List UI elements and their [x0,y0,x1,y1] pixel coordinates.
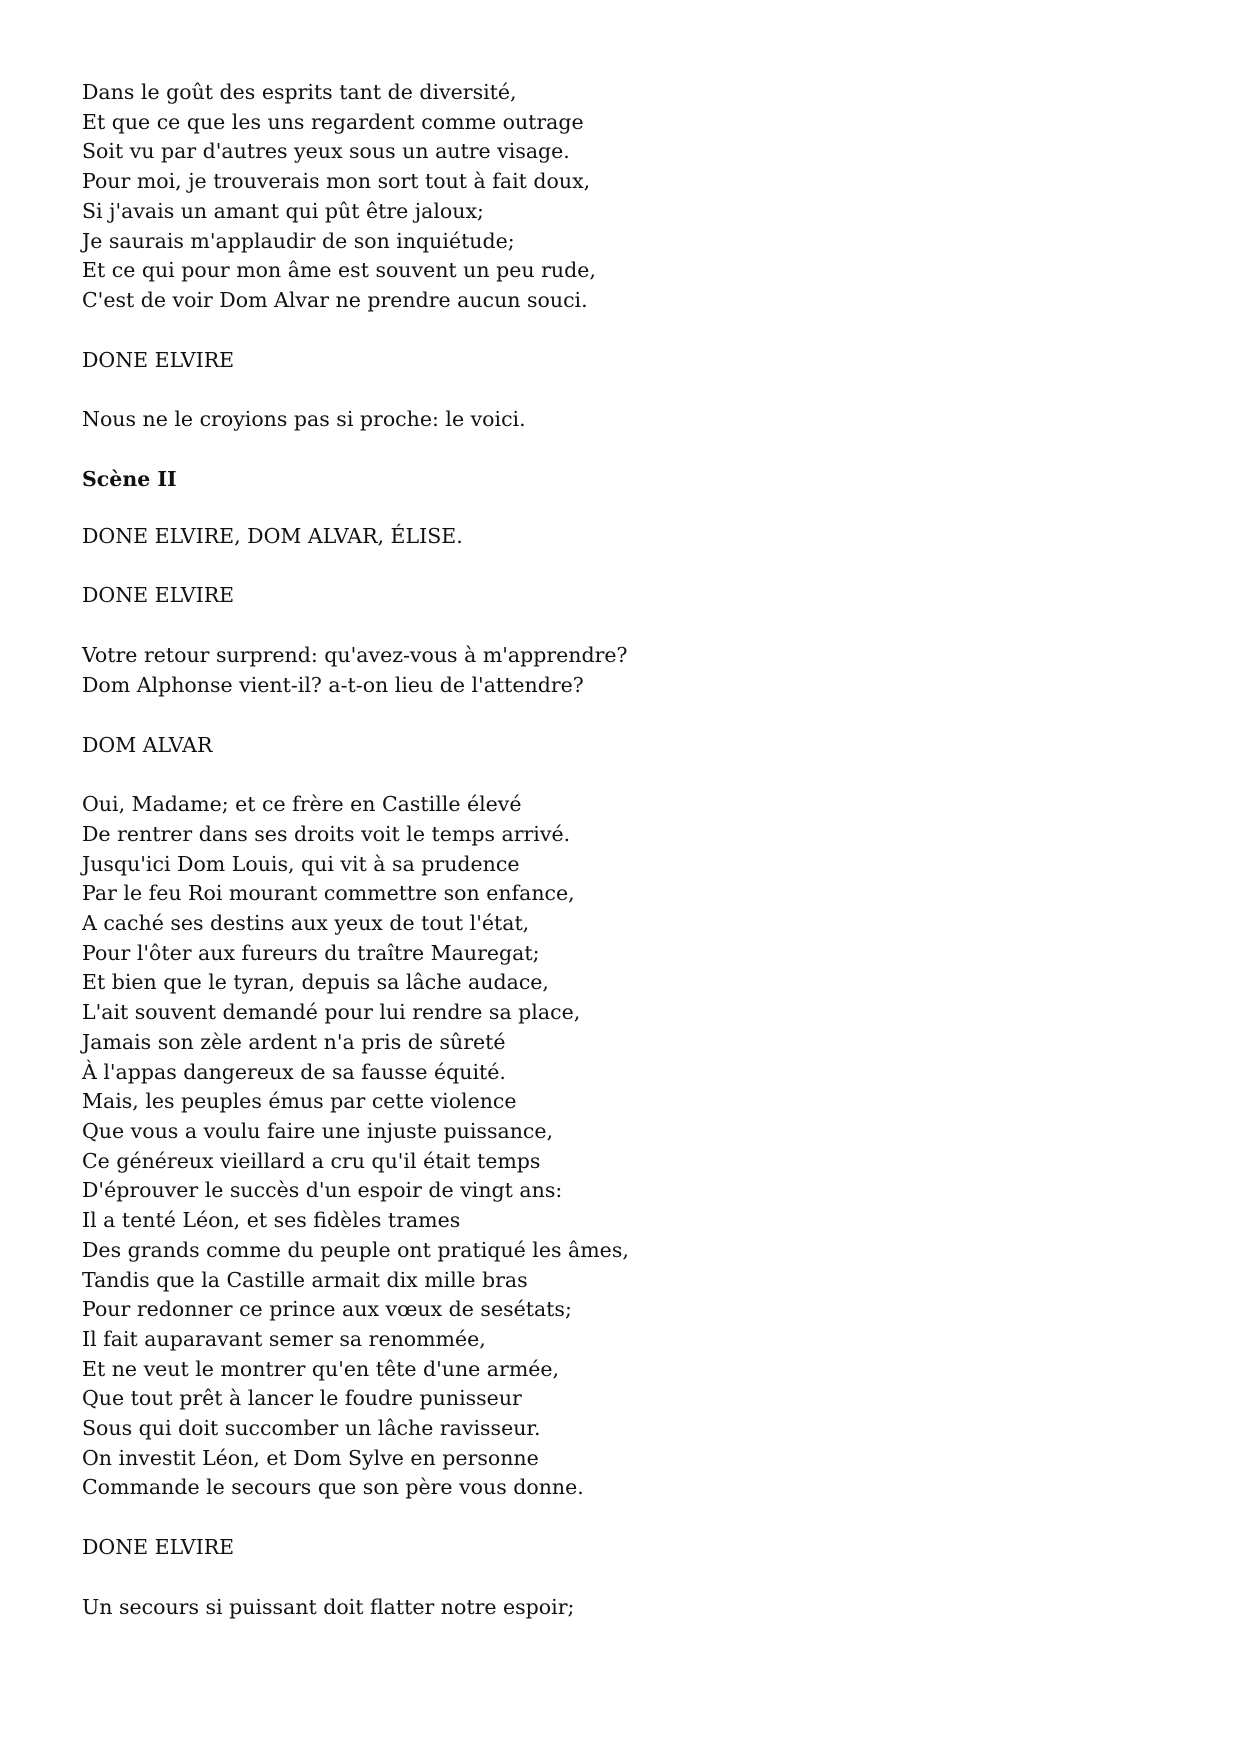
verse-line: Dom Alphonse vient-il? a-t-on lieu de l'attendre? [82,672,584,697]
verse-line: Il a tenté Léon, et ses fidèles trames [82,1208,461,1233]
verse-line: Jusqu'ici Dom Louis, qui vit à sa prudence [82,851,520,876]
verse-line: Si j'avais un amant qui pût être jaloux; [82,198,484,223]
verse-line: On investit Léon, et Dom Sylve en personne [82,1445,539,1470]
verse-line: Et ce qui pour mon âme est souvent un peu rude, [82,258,596,283]
verse-line: Sous qui doit succomber un lâche ravisseur. [82,1416,541,1441]
verse-line: Et ne veut le montrer qu'en tête d'une armée, [82,1356,560,1381]
verse-line: Pour l'ôter aux fureurs du traître Mauregat; [82,940,540,965]
verse-line: Pour moi, je trouverais mon sort tout à fait doux, [82,169,591,194]
verse-line: Jamais son zèle ardent n'a pris de sûreté [82,1029,506,1054]
verse-line: Pour redonner ce prince aux vœux de sesétats; [82,1297,572,1322]
verse-line: Dans le goût des esprits tant de diversité, [82,80,517,104]
verse-line: De rentrer dans ses droits voit le temps arrivé. [82,821,571,846]
verse-line: Que tout prêt à lancer le foudre punisseur [82,1386,522,1411]
verse-line: Je saurais m'applaudir de son inquiétude; [82,228,515,253]
verse-line: Oui, Madame; et ce frère en Castille élevé [82,792,522,817]
verse-line: Commande le secours que son père vous donne. [82,1475,584,1500]
verse-line: Votre retour surprend: qu'avez-vous à m'apprendre? [82,643,628,668]
verse-line: Soit vu par d'autres yeux sous un autre visage. [82,139,570,164]
verse-line: Et bien que le tyran, depuis sa lâche audace, [82,970,549,995]
verse-line: Nous ne le croyions pas si proche: le voici. [82,407,526,432]
cast-list: DONE ELVIRE, DOM ALVAR, ÉLISE. [82,523,463,548]
speaker-name: DOM ALVAR [82,732,213,757]
verse-block [82,405,1162,435]
verse-line: Ce généreux vieillard a cru qu'il était temps [82,1148,541,1173]
verse-line: L'ait souvent demandé pour lui rendre sa place, [82,1000,581,1025]
scene-heading: Scène II [82,467,177,492]
verse-line: C'est de voir Dom Alvar ne prendre aucun souci. [82,287,588,312]
verse-line: A caché ses destins aux yeux de tout l'état, [82,911,530,936]
verse-block [82,1593,1162,1623]
verse-line: Et que ce que les uns regardent comme outrage [82,109,584,134]
verse-line: Il fait auparavant semer sa renommée, [82,1326,486,1351]
document-page [82,78,1162,1653]
verse-line: À l'appas dangereux de sa fausse équité. [82,1059,506,1084]
speaker-name: DONE ELVIRE [82,583,235,608]
verse-line: Que vous a voulu faire une injuste puissance, [82,1118,554,1143]
verse-line: Des grands comme du peuple ont pratiqué les âmes, [82,1237,629,1262]
speaker-name: DONE ELVIRE [82,1535,235,1560]
verse-block [82,78,1162,316]
verse-line: Un secours si puissant doit flatter notre espoir; [82,1594,575,1619]
speaker-name: DONE ELVIRE [82,347,235,372]
verse-block [82,790,1162,1503]
verse-line: Par le feu Roi mourant commettre son enfance, [82,881,575,906]
verse-line: Mais, les peuples émus par cette violence [82,1089,517,1114]
verse-line: Tandis que la Castille armait dix mille bras [82,1267,528,1292]
verse-line: D'éprouver le succès d'un espoir de vingt ans: [82,1178,563,1203]
verse-block [82,641,1162,700]
